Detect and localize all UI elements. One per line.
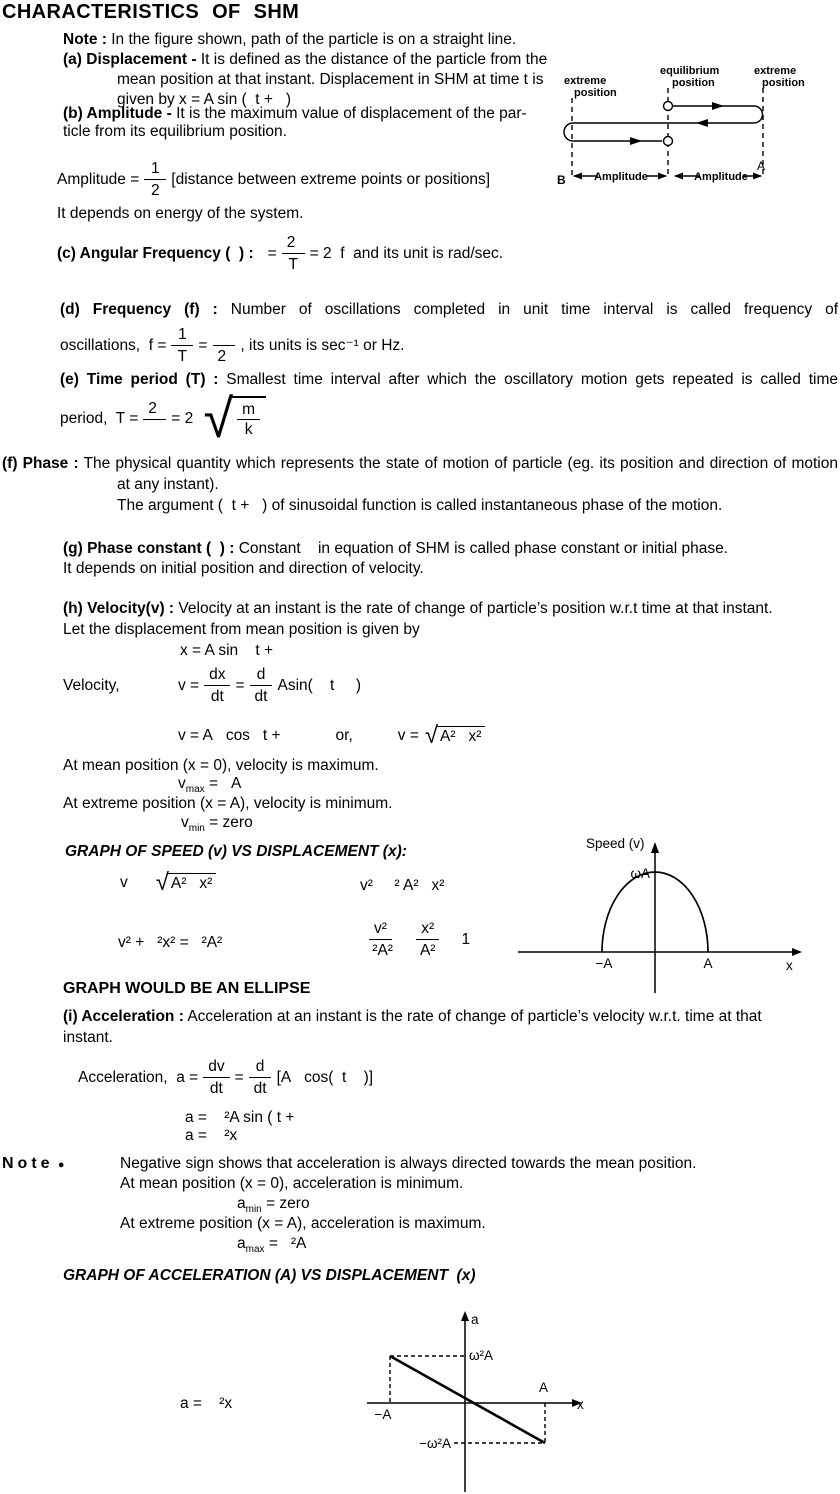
vmin-line: [181, 813, 253, 839]
time-period-formula: [60, 389, 266, 449]
acceleration-graph-title: GRAPH OF ACCELERATION (A) VS DISPLACEMENT (x): [63, 1267, 476, 1284]
or-word: or,: [335, 727, 353, 744]
fraction-denominator: 2: [217, 348, 231, 365]
y-axis-arrowhead-icon: [651, 842, 659, 853]
phase-text: The physical quantity which represents the state of motion of particle (eg. its position and direction of motion: [83, 455, 838, 472]
acceleration-eq2: a = ²A sin ( t +: [185, 1109, 295, 1126]
acceleration-displacement-graph: [355, 1308, 595, 1494]
fraction-denominator: dt: [253, 1080, 267, 1097]
fraction-denominator: dt: [210, 688, 224, 705]
arrow-left-middle-icon: [696, 119, 708, 127]
amplitude-right-label: Amplitude: [694, 171, 748, 183]
speed-eq2: v² ² A² x²: [360, 877, 445, 894]
speed-eq1: [120, 869, 216, 896]
velocity-derivative-row: [63, 664, 361, 707]
velocity-line2: Let the displacement from mean position is given by: [63, 621, 420, 638]
angular-frequency-post: = 2 f and its unit is rad/sec.: [309, 244, 504, 262]
equilibrium-label-2: position: [672, 77, 715, 89]
amplitude-formula-post: [distance between extreme points or positions]: [171, 170, 491, 188]
amin-sub: min: [245, 1204, 262, 1216]
note-text: In the figure shown, path of the particle is on a straight line.: [111, 31, 517, 48]
particle-path: [564, 106, 763, 141]
fraction-v2-over-w2A2: [363, 918, 398, 961]
vmax-sub: max: [185, 784, 205, 796]
note2-label: Note: [2, 1155, 54, 1172]
velocity-eq-mid: =: [235, 676, 245, 694]
vmax-eq: = A: [208, 775, 242, 792]
frequency-formula-mid: =: [198, 336, 208, 354]
amplitude-formula-pre: Amplitude =: [57, 170, 140, 188]
extreme-left-label-2: position: [574, 87, 617, 99]
fraction-numerator: 1: [144, 158, 166, 180]
acceleration-line1: [63, 1007, 762, 1027]
point-a-label: A: [757, 159, 766, 173]
displacement-line1: [63, 50, 547, 70]
radical-sign-icon: √: [424, 722, 439, 749]
angular-frequency-label: (c) Angular Frequency ( ) :: [57, 244, 254, 262]
phase-label: (f) Phase :: [2, 455, 79, 472]
displacement-line3: given by x = A sin ( t + ): [117, 91, 292, 108]
mean-position-line: At mean position (x = 0), velocity is maximum.: [63, 757, 379, 774]
particle-circle-top: [664, 102, 673, 111]
x-axis-label: x: [577, 1397, 584, 1412]
arrow-right-bottom-icon: [630, 137, 642, 145]
angular-frequency-eq: =: [267, 244, 277, 262]
amax-sub: max: [245, 1244, 265, 1256]
fraction-x2-over-A2: [415, 918, 441, 961]
fraction-denominator: A²: [419, 942, 436, 959]
fraction-numerator: 2: [282, 232, 305, 254]
fraction-denominator: 2: [150, 182, 160, 199]
amplitude-label: (b) Amplitude -: [63, 105, 172, 122]
fraction-denominator: T: [177, 348, 188, 365]
amplitude-left-label: Amplitude: [594, 171, 648, 183]
amax-base: a: [237, 1235, 246, 1252]
y-axis-arrowhead-icon: [461, 1311, 469, 1321]
fraction-2pi-over-omega: [143, 398, 166, 441]
frequency-formula-post: , its units is sec⁻¹ or Hz.: [240, 336, 405, 354]
fraction-2pi-over-T: [282, 232, 305, 275]
fraction-numerator: dv: [203, 1056, 229, 1078]
angular-frequency-line: [57, 232, 503, 275]
fraction-denominator: [144, 420, 166, 441]
time-period-formula-mid: = 2: [171, 410, 198, 427]
displacement-equation: x = A sin t +: [180, 642, 274, 659]
sqrt-A2-minus-x2: [424, 722, 486, 749]
peak-value-label: ωA: [630, 866, 650, 881]
note-line: [63, 30, 516, 50]
frequency-line1: [60, 300, 838, 320]
frequency-label: (d) Frequency (f) :: [60, 301, 218, 318]
note2-line1: Negative sign shows that acceleration is always directed towards the mean position.: [120, 1155, 697, 1172]
fraction-dv-over-dt: [203, 1056, 229, 1099]
velocity-text: Velocity at an instant is the rate of change of particle’s position w.r.t time at that instant.: [178, 600, 773, 617]
fraction-denominator: k: [244, 421, 253, 438]
radical-sign-icon: √: [203, 389, 234, 449]
phase-constant-text: Constant in equation of SHM is called phase constant or initial phase.: [238, 540, 729, 557]
fraction-numerator: d: [249, 1056, 271, 1078]
amplitude-depends-line: It depends on energy of the system.: [57, 205, 304, 222]
particle-circle-bottom: [664, 137, 673, 146]
plus-A-label: A: [703, 956, 713, 971]
ellipse-statement: GRAPH WOULD BE AN ELLIPSE: [63, 980, 311, 997]
acceleration-derivative-row: [78, 1056, 373, 1099]
acceleration-line: [390, 1356, 545, 1443]
acceleration-eq-post: [A cos( t )]: [276, 1068, 374, 1086]
speed-eq3: v² + ²x² = ²A²: [118, 934, 223, 951]
fraction-d-over-dt: [249, 1056, 272, 1099]
amplitude-formula: [57, 158, 490, 201]
velocity-cos-equation: v = A cos t +: [178, 727, 281, 744]
fraction-d-over-dt: [250, 664, 273, 707]
speed-displacement-graph: [510, 836, 810, 996]
amplitude-text: It is the maximum value of displacement of the par-: [176, 105, 527, 122]
fraction-numerator: x²: [416, 918, 439, 940]
ellipse-equation: [358, 918, 470, 961]
note2-header: [2, 1154, 65, 1175]
displacement-text: It is defined as the distance of the particle from the: [200, 51, 548, 68]
bullet-icon: ●: [57, 1159, 65, 1171]
fraction-numerator: 2: [143, 398, 166, 420]
fraction-denominator: T: [288, 256, 298, 273]
speed-eq1-pre: v: [120, 874, 128, 891]
amax-eq: = ²A: [268, 1235, 307, 1252]
fraction-1-over-T: [171, 324, 193, 367]
fraction-m-over-k: [237, 400, 260, 439]
vmin-base: v: [181, 814, 189, 831]
extreme-right-label-1: extreme: [754, 65, 797, 77]
acceleration-label: (i) Acceleration :: [63, 1008, 184, 1025]
velocity-eq-post: Asin( t ): [277, 676, 362, 694]
fraction-numerator: 1: [171, 324, 193, 346]
radicand: A² x²: [167, 873, 216, 892]
phase-line3: The argument ( t + ) of sinusoidal function is called instantaneous phase of the motion.: [117, 497, 723, 514]
fraction-omega-over-2pi: [212, 324, 235, 367]
velocity-word: Velocity,: [63, 676, 120, 694]
equilibrium-label-1: equilibrium: [660, 65, 720, 77]
velocity-label: (h) Velocity(v) :: [63, 600, 175, 617]
extreme-position-line: At extreme position (x = A), velocity is minimum.: [63, 795, 393, 812]
vmin-eq: = zero: [209, 814, 253, 831]
amin-base: a: [237, 1195, 246, 1212]
frequency-text: Number of oscillations completed in unit time interval is called frequency of: [230, 301, 838, 318]
fraction-dx-over-dt: [204, 664, 230, 707]
minus-A-label: −A: [374, 1407, 392, 1422]
amax-line: [237, 1234, 306, 1260]
acceleration-eq-pre: Acceleration, a =: [78, 1068, 199, 1086]
phase-constant-line1: [63, 539, 728, 559]
acceleration-eq-mid: =: [234, 1068, 244, 1086]
extreme-left-label-1: extreme: [564, 75, 607, 87]
x-axis-label: x: [786, 958, 793, 973]
amplitude-right-arrowhead-left-icon: [674, 173, 683, 180]
ellipse-equation-one: 1: [461, 930, 471, 948]
frequency-formula-pre: oscillations, f =: [60, 336, 167, 354]
speed-axis-label: Speed (v): [586, 836, 645, 851]
amplitude-line1: [63, 104, 527, 124]
plus-A-label: A: [539, 1380, 549, 1395]
phase-line2: at any instant).: [117, 476, 219, 493]
acceleration-line2: instant.: [63, 1029, 113, 1046]
fraction-numerator: dx: [204, 664, 230, 686]
sqrt-A2-minus-x2: [155, 869, 217, 896]
time-period-line1: [60, 370, 838, 390]
radical-sign-icon: √: [155, 869, 169, 896]
note-label: Note :: [63, 31, 107, 48]
page-title: CHARACTERISTICS OF SHM: [2, 1, 300, 23]
fraction-denominator: ²A²: [368, 942, 393, 959]
a-axis-label: a: [471, 1312, 479, 1327]
vmax-base: v: [178, 775, 186, 792]
omega2A-label: ω²A: [469, 1348, 494, 1363]
amplitude-left-arrowhead-left-icon: [573, 173, 582, 180]
minus-A-label: −A: [595, 956, 613, 971]
x-axis-arrowhead-icon: [792, 948, 802, 956]
acceleration-text: Acceleration at an instant is the rate of change of particle’s velocity w.r.t. time at that: [187, 1008, 762, 1025]
amplitude-right-arrowhead-right-icon: [753, 173, 762, 180]
speed-graph-title: GRAPH OF SPEED (v) VS DISPLACEMENT (x):: [65, 843, 407, 860]
point-b-label: B: [557, 173, 566, 187]
particle-path-figure: [552, 56, 840, 198]
fraction-numerator: d: [250, 664, 272, 686]
acceleration-eq3: a = ²x: [185, 1127, 238, 1144]
fraction-numerator: m: [237, 400, 260, 420]
velocity-line1: [63, 599, 773, 619]
amin-eq: = zero: [266, 1195, 310, 1212]
time-period-formula-pre: period, T =: [60, 410, 139, 427]
vmin-sub: min: [188, 823, 205, 835]
amplitude-line2: ticle from its equilibrium position.: [63, 123, 287, 140]
displacement-line2: mean position at that instant. Displacement in SHM at time t is: [117, 71, 544, 88]
fraction-numerator: [213, 324, 235, 346]
phase-constant-label: (g) Phase constant ( ) :: [63, 540, 235, 557]
note2-line2: At mean position (x = 0), acceleration is minimum.: [120, 1175, 464, 1192]
arrow-right-top-icon: [712, 102, 724, 110]
phase-constant-line2: It depends on initial position and direction of velocity.: [63, 560, 424, 577]
sqrt-m-over-k: [203, 389, 267, 449]
fraction-denominator: dt: [209, 1080, 223, 1097]
extreme-right-label-2: position: [762, 77, 805, 89]
velocity-cos-row: [178, 722, 485, 749]
phase-line1: [2, 454, 838, 474]
acceleration-graph-equation: a = ²x: [180, 1395, 233, 1412]
time-period-text: Smallest time interval after which the oscillatory motion gets repeated is called time: [226, 371, 838, 388]
fraction-denominator: dt: [254, 688, 268, 705]
fraction-one-half: [144, 158, 166, 201]
time-period-label: (e) Time period (T) :: [60, 371, 219, 388]
velocity-eq-pre: v =: [178, 676, 200, 694]
frequency-formula: [60, 324, 404, 367]
displacement-label: (a) Displacement -: [63, 51, 197, 68]
velocity-sqrt-pre: v =: [397, 727, 419, 744]
fraction-numerator: v²: [369, 918, 392, 940]
radicand: A² x²: [436, 726, 485, 745]
minus-omega2A-label: −ω²A: [419, 1436, 451, 1451]
amplitude-left-arrowhead-right-icon: [658, 173, 667, 180]
note2-line3: At extreme position (x = A), acceleration is maximum.: [120, 1215, 486, 1232]
